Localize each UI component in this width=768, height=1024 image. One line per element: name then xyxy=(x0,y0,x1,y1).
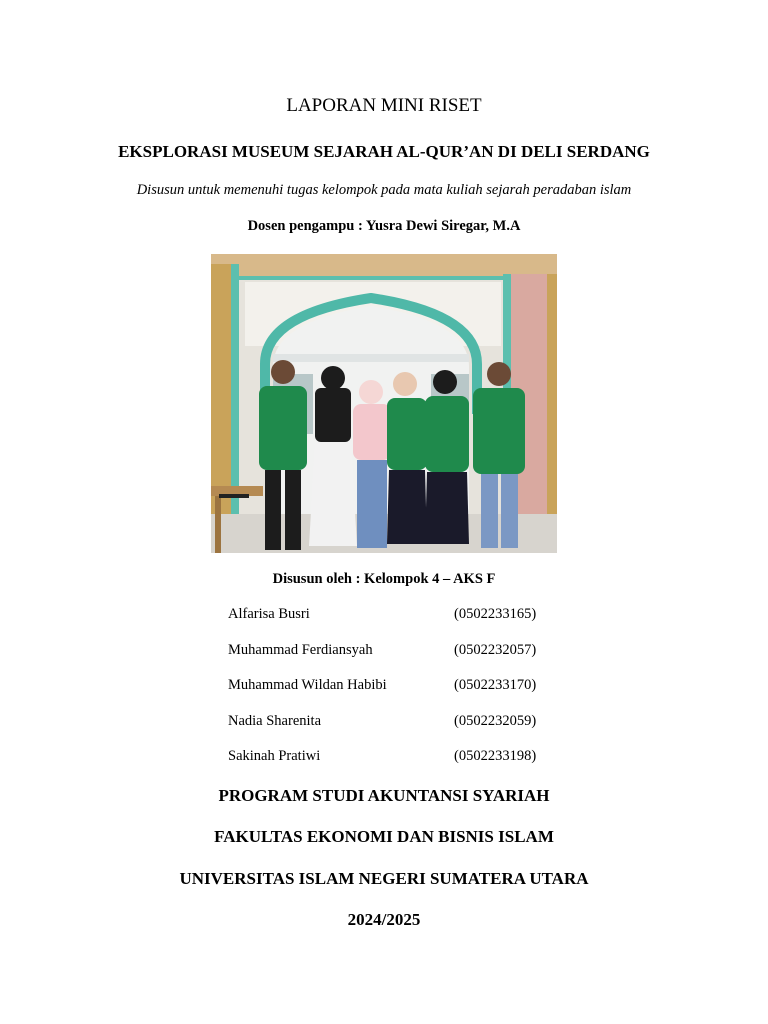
group-photo-illustration xyxy=(211,254,557,553)
member-name: Nadia Sharenita xyxy=(228,712,322,729)
faculty-name: FAKULTAS EKONOMI DAN BISNIS ISLAM xyxy=(214,827,554,846)
report-title: LAPORAN MINI RISET xyxy=(286,95,482,116)
member-row xyxy=(228,606,568,642)
member-row xyxy=(228,642,568,678)
report-purpose: Disusun untuk memenuhi tugas kelompok pada mata kuliah sejarah peradaban islam xyxy=(136,182,632,198)
academic-year: 2024/2025 xyxy=(347,910,421,929)
member-name: Sakinah Pratiwi xyxy=(228,748,321,764)
group-photo xyxy=(211,254,557,553)
member-nim: (0502232057) xyxy=(454,641,537,658)
member-nim: (0502233165) xyxy=(454,606,537,622)
member-list xyxy=(228,606,568,784)
member-row xyxy=(228,713,568,749)
member-name: Muhammad Wildan Habibi xyxy=(228,677,387,693)
member-name: Alfarisa Busri xyxy=(228,606,310,622)
member-nim: (0502233198) xyxy=(454,748,537,764)
member-row xyxy=(228,748,568,784)
member-nim: (0502232059) xyxy=(454,712,537,729)
lecturer-line: Dosen pengampu : Yusra Dewi Siregar, M.A xyxy=(247,218,521,234)
group-line: Disusun oleh : Kelompok 4 – AKS F xyxy=(272,571,496,587)
member-nim: (0502233170) xyxy=(454,677,537,693)
report-subtitle: EKSPLORASI MUSEUM SEJARAH AL-QUR’AN DI DELI SERDANG xyxy=(118,142,650,161)
member-row xyxy=(228,677,568,713)
study-program: PROGRAM STUDI AKUNTANSI SYARIAH xyxy=(218,786,550,805)
university-name: UNIVERSITAS ISLAM NEGERI SUMATERA UTARA xyxy=(179,869,589,888)
member-name: Muhammad Ferdiansyah xyxy=(228,641,373,658)
